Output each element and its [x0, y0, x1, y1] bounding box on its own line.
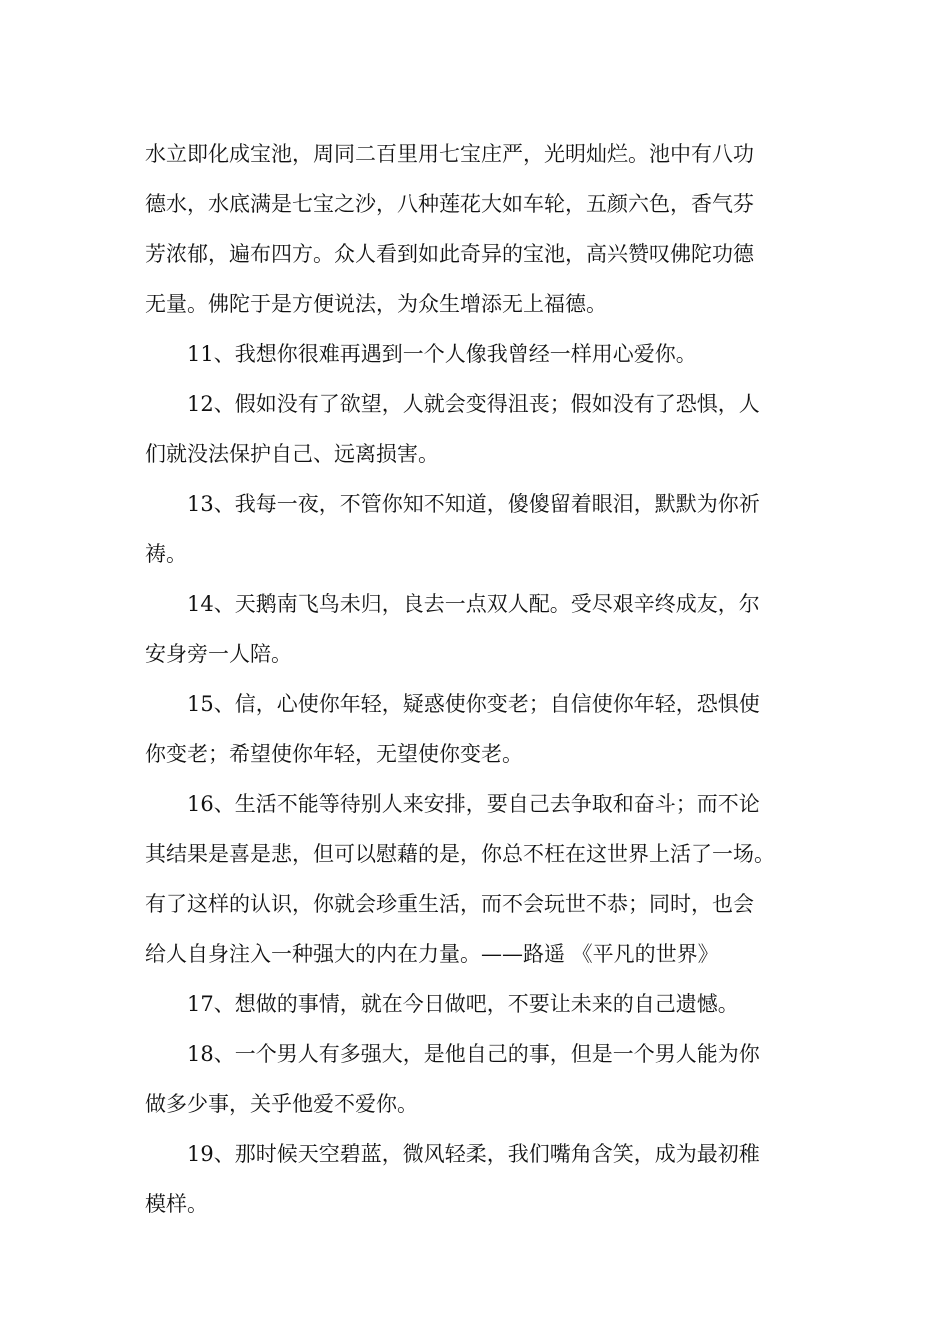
text-line: 19、那时候天空碧蓝，微风轻柔，我们嘴角含笑，成为最初稚	[187, 1142, 760, 1166]
text-line: 做多少事，关乎他爱不爱你。	[145, 1092, 418, 1116]
text-line: 有了这样的认识，你就会珍重生活，而不会玩世不恭；同时，也会	[145, 892, 754, 916]
text-line: 12、假如没有了欲望，人就会变得沮丧；假如没有了恐惧，人	[187, 392, 760, 416]
text-line: 14、天鹅南飞鸟未归，良去一点双人配。受尽艰辛终成友，尔	[187, 592, 760, 616]
text-line: 15、信，心使你年轻，疑惑使你变老；自信使你年轻，恐惧使	[187, 692, 760, 716]
text-line: 11、我想你很难再遇到一个人像我曾经一样用心爱你。	[187, 342, 697, 366]
text-line: 17、想做的事情，就在今日做吧，不要让未来的自己遗憾。	[187, 992, 739, 1016]
text-line: 无量。佛陀于是方便说法，为众生增添无上福德。	[145, 292, 607, 316]
text-line: 芳浓郁，遍布四方。众人看到如此奇异的宝池，高兴赞叹佛陀功德	[145, 242, 754, 266]
text-line: 水立即化成宝池，周同二百里用七宝庄严，光明灿烂。池中有八功	[145, 142, 754, 166]
text-line: 给人自身注入一种强大的内在力量。——路遥 《平凡的世界》	[145, 942, 719, 966]
text-line: 13、我每一夜，不管你知不知道，傻傻留着眼泪，默默为你祈	[187, 492, 760, 516]
text-line: 你变老；希望使你年轻，无望使你变老。	[145, 742, 523, 766]
text-line: 安身旁一人陪。	[145, 642, 292, 666]
document-body	[145, 129, 817, 1229]
text-line: 德水，水底满是七宝之沙，八种莲花大如车轮，五颜六色，香气芬	[145, 192, 754, 216]
text-line: 16、生活不能等待别人来安排，要自己去争取和奋斗；而不论	[187, 792, 760, 816]
text-line: 模样。	[145, 1192, 208, 1216]
text-line: 祷。	[145, 542, 187, 566]
text-line: 们就没法保护自己、远离损害。	[145, 442, 439, 466]
text-line: 其结果是喜是悲，但可以慰藉的是，你总不枉在这世界上活了一场。	[145, 842, 775, 866]
text-line: 18、一个男人有多强大，是他自己的事，但是一个男人能为你	[187, 1042, 760, 1066]
